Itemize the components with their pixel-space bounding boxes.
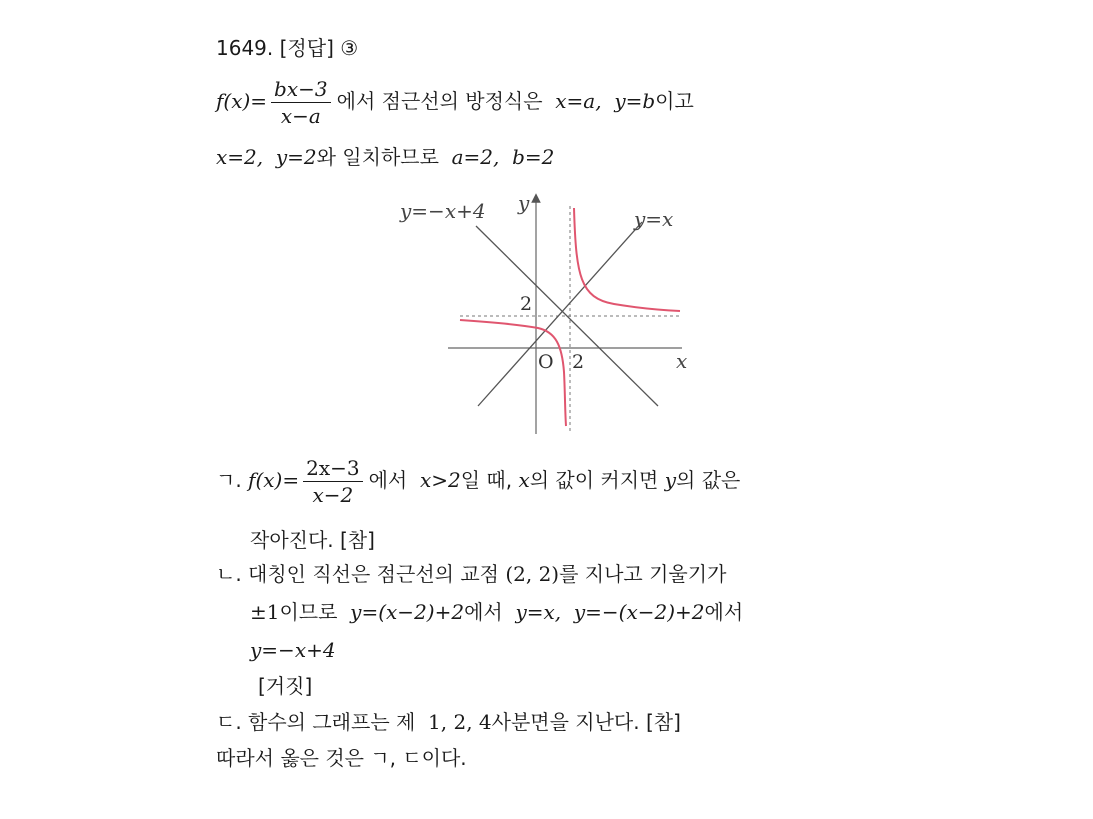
item-n-text: 대칭인 직선은 점근선의 교점	[248, 562, 499, 586]
item-g-numerator: 2x−3	[303, 455, 363, 482]
b-value: b=2	[512, 145, 555, 169]
label-line-up: y=x	[634, 207, 674, 231]
label-two-y: 2	[520, 293, 533, 315]
item-g-text-b: 일 때,	[460, 468, 513, 492]
item-d-line	[216, 708, 681, 736]
eq-x-2: x=2,	[216, 145, 264, 169]
item-g-condition: x>2	[419, 468, 461, 492]
item-n-text-end: 를 지나고 기울기가	[559, 562, 727, 586]
item-n-line-2	[250, 598, 743, 626]
item-n-eq3: y=−(x−2)+2	[573, 600, 705, 624]
item-g-fraction	[303, 455, 363, 508]
label-x-axis: x	[676, 349, 688, 373]
answer-mark: ③	[340, 36, 359, 60]
item-g-text-d: 의 값은	[676, 468, 741, 492]
item-d-text-b: 사분면을 지난다. [참]	[491, 710, 681, 734]
item-g-line-1	[216, 455, 740, 508]
item-n-mark: ㄴ.	[216, 562, 242, 586]
item-n-point: (2, 2)	[505, 562, 560, 586]
eq-y-2: y=2	[275, 145, 317, 169]
item-g-function-lhs: f(x)=	[248, 468, 300, 492]
intro-text: 에서 점근선의 방정식은	[336, 89, 543, 113]
fraction-numerator: bx−3	[271, 76, 331, 103]
item-g-denominator: x−2	[312, 483, 354, 507]
hyperbola-lower-branch	[460, 320, 566, 426]
asymptote-y-eq: y=b	[614, 89, 656, 113]
line-y-equals-x	[478, 222, 642, 406]
item-d-quadrants: 1, 2, 4	[428, 710, 492, 734]
intro-line-1	[216, 76, 694, 129]
function-fraction	[271, 76, 331, 129]
item-g-mark: ㄱ.	[216, 468, 242, 492]
item-n-text-c: 에서	[704, 600, 744, 624]
item-g-line-2: 작아진다. [참]	[250, 528, 375, 552]
item-g-x: x	[518, 468, 530, 492]
item-n-text-b: 에서	[464, 600, 503, 624]
intro-text-end: 이고	[655, 89, 694, 113]
a-value: a=2,	[451, 145, 500, 169]
item-n-pm: ±1	[250, 600, 280, 624]
item-g-y: y	[664, 468, 677, 492]
label-origin: O	[538, 351, 554, 373]
problem-header	[216, 34, 358, 62]
item-d-text-a: 함수의 그래프는 제	[248, 710, 416, 734]
label-y-axis: y	[518, 191, 530, 215]
item-g-text-a: 에서	[368, 468, 408, 492]
item-n-text-a: 이므로	[279, 600, 338, 624]
answer-label: [정답]	[279, 36, 334, 60]
label-two-x: 2	[572, 351, 585, 373]
item-d-mark: ㄷ.	[216, 710, 242, 734]
item-g-text-c: 의 값이 커지면	[529, 468, 659, 492]
conclusion: 따라서 옳은 것은 ㄱ, ㄷ이다.	[216, 746, 467, 770]
item-n-eq2: y=x,	[515, 600, 562, 624]
problem-number: 1649.	[216, 36, 274, 60]
asymptote-x-eq: x=a,	[555, 89, 602, 113]
item-n-line-1	[216, 560, 726, 588]
intro-text-2: 와 일치하므로	[316, 145, 439, 169]
hyperbola-graph	[390, 186, 710, 442]
function-lhs: f(x)=	[216, 89, 268, 113]
fraction-denominator: x−a	[280, 104, 321, 128]
item-n-eq4: y=−x+4	[250, 638, 336, 662]
item-n-eq1: y=(x−2)+2	[350, 600, 465, 624]
item-n-result: [거짓]	[258, 674, 313, 698]
label-line-down: y=−x+4	[400, 199, 486, 223]
intro-line-2	[216, 143, 554, 171]
